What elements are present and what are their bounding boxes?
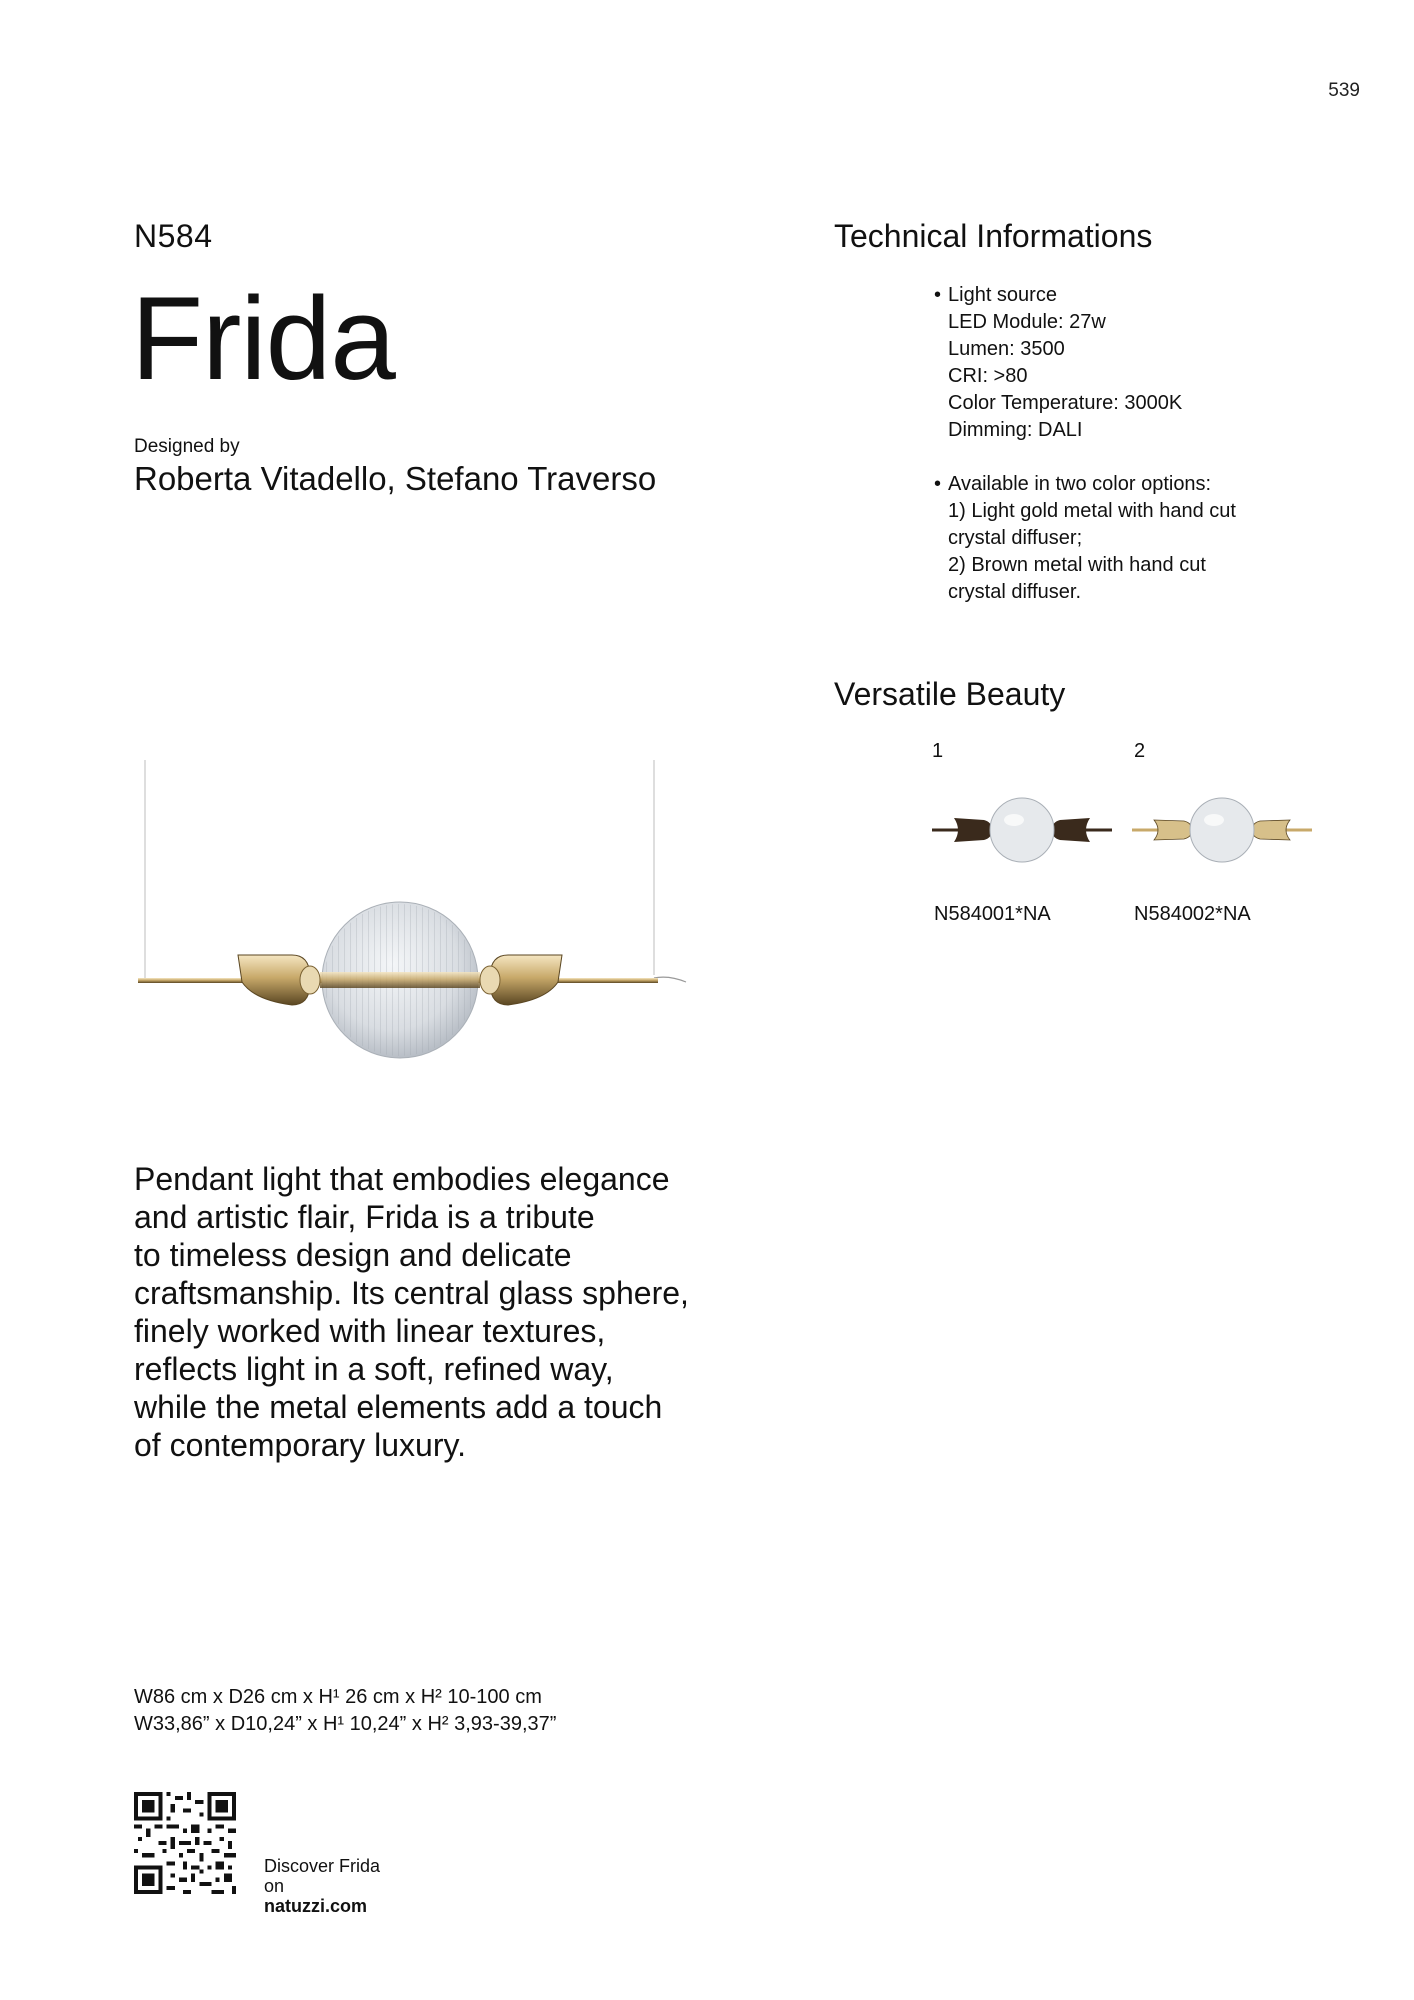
description-line: of contemporary luxury.: [134, 1427, 466, 1463]
discover-prefix: on: [264, 1876, 285, 1896]
description-line: while the metal elements add a touch: [134, 1389, 663, 1425]
qr-code[interactable]: [134, 1792, 236, 1894]
spec-line: LED Module: 27w: [948, 311, 1106, 333]
product-code: N584: [134, 218, 213, 254]
spec-line: Available in two color options:: [948, 473, 1212, 495]
designed-by-label: Designed by: [134, 436, 240, 457]
discover-link[interactable]: [264, 1856, 380, 1916]
versatile-title: Versatile Beauty: [834, 676, 1066, 712]
spec-line: Color Temperature: 3000K: [948, 392, 1183, 414]
spec-line: Light source: [948, 284, 1057, 306]
bullet: •: [934, 284, 942, 306]
dimensions-inch: W33,86” x D10,24” x H¹ 10,24” x H² 3,93-39,37”: [134, 1713, 557, 1735]
variant-1-image: [932, 790, 1112, 870]
description-line: reflects light in a soft, refined way,: [134, 1351, 614, 1387]
spec-line: crystal diffuser;: [948, 527, 1083, 549]
site-link[interactable]: natuzzi.com: [264, 1896, 368, 1916]
variant-2: [1134, 740, 1324, 763]
page-number: 539: [1328, 80, 1360, 101]
description-line: and artistic flair, Frida is a tribute: [134, 1199, 595, 1235]
variant-2-image: [1132, 790, 1312, 870]
bullet: •: [934, 473, 942, 495]
product-image: [134, 760, 714, 1080]
spec-line: Lumen: 3500: [948, 338, 1065, 360]
spec-line: Dimming: DALI: [948, 419, 1083, 441]
discover-line: Discover Frida: [264, 1856, 381, 1876]
spec-line: 2) Brown metal with hand cut: [948, 554, 1206, 576]
spec-line: CRI: >80: [948, 365, 1028, 387]
description-line: craftsmanship. Its central glass sphere,: [134, 1275, 689, 1311]
variant-1: [932, 740, 1122, 763]
product-description: [134, 1160, 734, 1464]
spec-line: 1) Light gold metal with hand cut: [948, 500, 1236, 522]
description-line: finely worked with linear textures,: [134, 1313, 606, 1349]
dimensions-cm: W86 cm x D26 cm x H¹ 26 cm x H² 10-100 cm: [134, 1686, 542, 1708]
product-name: Frida: [131, 273, 395, 405]
variant-1-code: N584001*NA: [934, 903, 1051, 925]
technical-title: Technical Informations: [834, 218, 1153, 254]
description-line: to timeless design and delicate: [134, 1237, 572, 1273]
description-line: Pendant light that embodies elegance: [134, 1161, 670, 1197]
spec-line: crystal diffuser.: [948, 581, 1082, 603]
spec-group-color-options: [934, 471, 1334, 606]
variant-number: 2: [1134, 740, 1146, 762]
designers: Roberta Vitadello, Stefano Traverso: [134, 460, 657, 497]
discover-site-line: [264, 1876, 380, 1916]
variant-2-code: N584002*NA: [1134, 903, 1251, 925]
spec-group-light-source: [934, 282, 1334, 444]
variant-number: 1: [932, 740, 944, 762]
dimensions: [134, 1684, 556, 1738]
spec-list: [934, 282, 1334, 633]
